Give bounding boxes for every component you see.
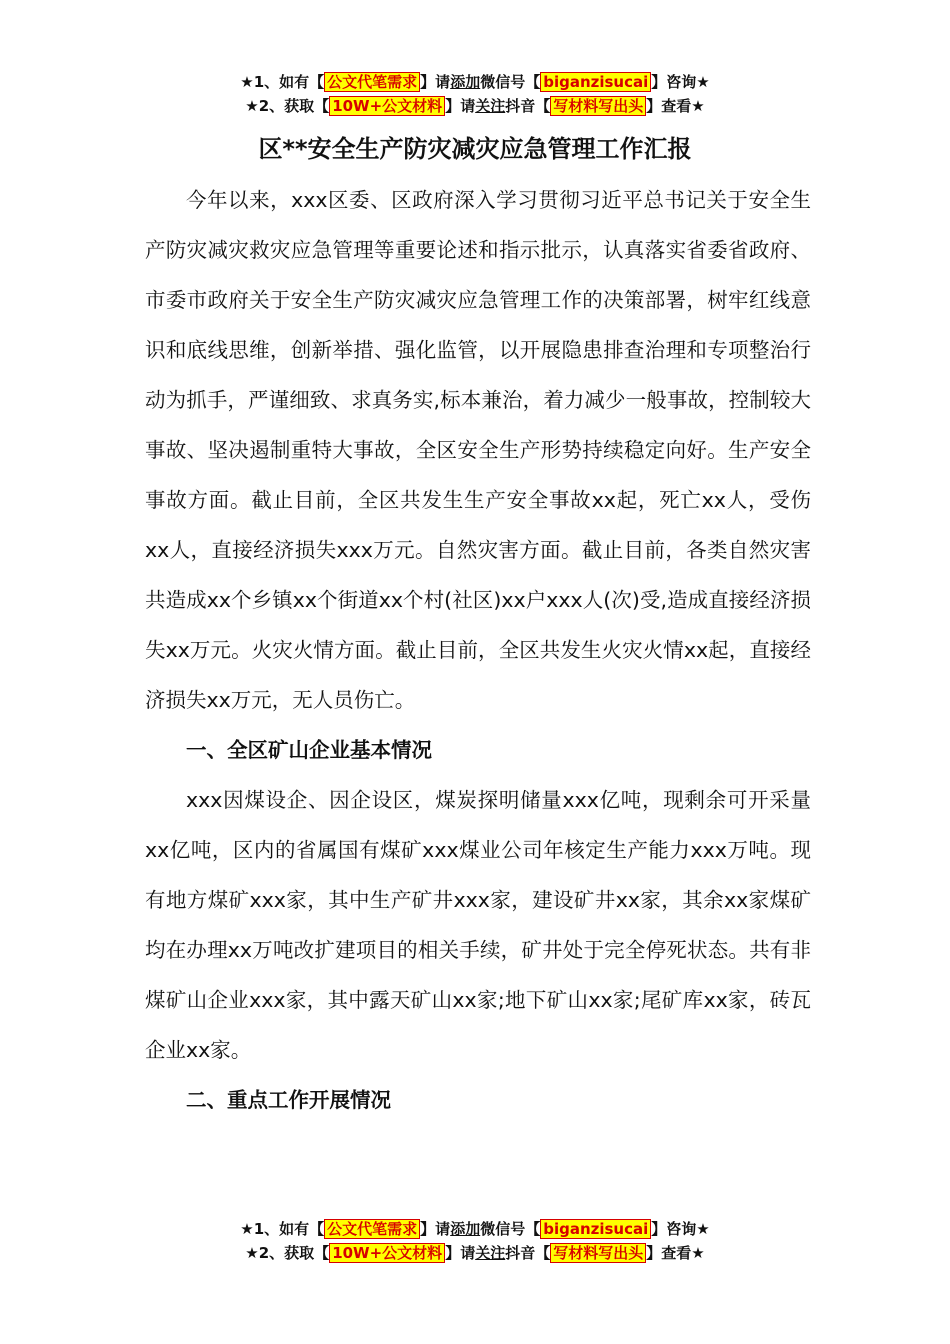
highlight-douyin: 写材料写出头 <box>550 96 646 116</box>
ad-line-1: ★1、如有【 公文代笔需求 】请添加微信号【 biganzisucai 】咨询★ <box>240 1220 710 1238</box>
highlight-wechat-id: biganzisucai <box>540 1219 651 1239</box>
ad-banner-top <box>0 70 950 118</box>
intro-paragraph: 今年以来，xxx区委、区政府深入学习贯彻习近平总书记关于安全生产防灾减灾救灾应急管理等重要论述和指示批示，认真落实省委省政府、市委市政府关于安全生产防灾减灾应急管理工作的决策部署，树牢红线意识和底线思维，创新举措、强化监管，以开展隐患排查治理和专项整治行动为抓手，严谨细致、求真务实,标本兼治，着力减少一般事故，控制较大事故、坚决遏制重特大事故，全区安全生产形势持续稳定向好。生产安全事故方面。截止目前，全区共发生生产安全事故xx起，死亡xx人，受伤xx人，直接经济损失xxx万元。自然灾害方面。截止目前，各类自然灾害共造成xx个乡镇xx个街道xx个村(社区)xx户xxx人(次)受,造成直接经济损失xx万元。火灾火情方面。截止目前，全区共发生火灾火情xx起，直接经济损失xx万元，无人员伤亡。 <box>145 188 811 712</box>
highlight-wechat-id: biganzisucai <box>540 72 651 92</box>
highlight-service: 公文代笔需求 <box>324 1219 420 1239</box>
highlight-materials: 10W+公文材料 <box>329 96 445 116</box>
document-title: 区**安全生产防灾减灾应急管理工作汇报 <box>258 135 692 163</box>
ad-banner-bottom <box>0 1217 950 1265</box>
section-1-paragraph: xxx因煤设企、因企设区，煤炭探明储量xxx亿吨，现剩余可开采量xx亿吨，区内的省属国有煤矿xxx煤业公司年核定生产能力xxx万吨。现有地方煤矿xxx家，其中生产矿井xxx家，建设矿井xx家，其余xx家煤矿均在办理xx万吨改扩建项目的相关手续，矿井处于完全停死状态。共有非煤矿山企业xxx家，其中露天矿山xx家;地下矿山xx家;尾矿库xx家，砖瓦企业xx家。 <box>145 788 811 1062</box>
ad-line-2: ★2、获取【 10W+公文材料 】请关注抖音【 写材料写出头 】查看★ <box>245 1244 705 1262</box>
ad-line-2: ★2、获取【 10W+公文材料 】请关注抖音【 写材料写出头 】查看★ <box>245 97 705 115</box>
section-1-heading: 一、全区矿山企业基本情况 <box>186 738 432 762</box>
highlight-materials: 10W+公文材料 <box>329 1243 445 1263</box>
highlight-service: 公文代笔需求 <box>324 72 420 92</box>
document-body <box>145 175 811 1125</box>
ad-line-1: ★1、如有【 公文代笔需求 】请添加微信号【 biganzisucai 】咨询★ <box>240 73 710 91</box>
highlight-douyin: 写材料写出头 <box>550 1243 646 1263</box>
section-2-heading: 二、重点工作开展情况 <box>186 1088 391 1112</box>
